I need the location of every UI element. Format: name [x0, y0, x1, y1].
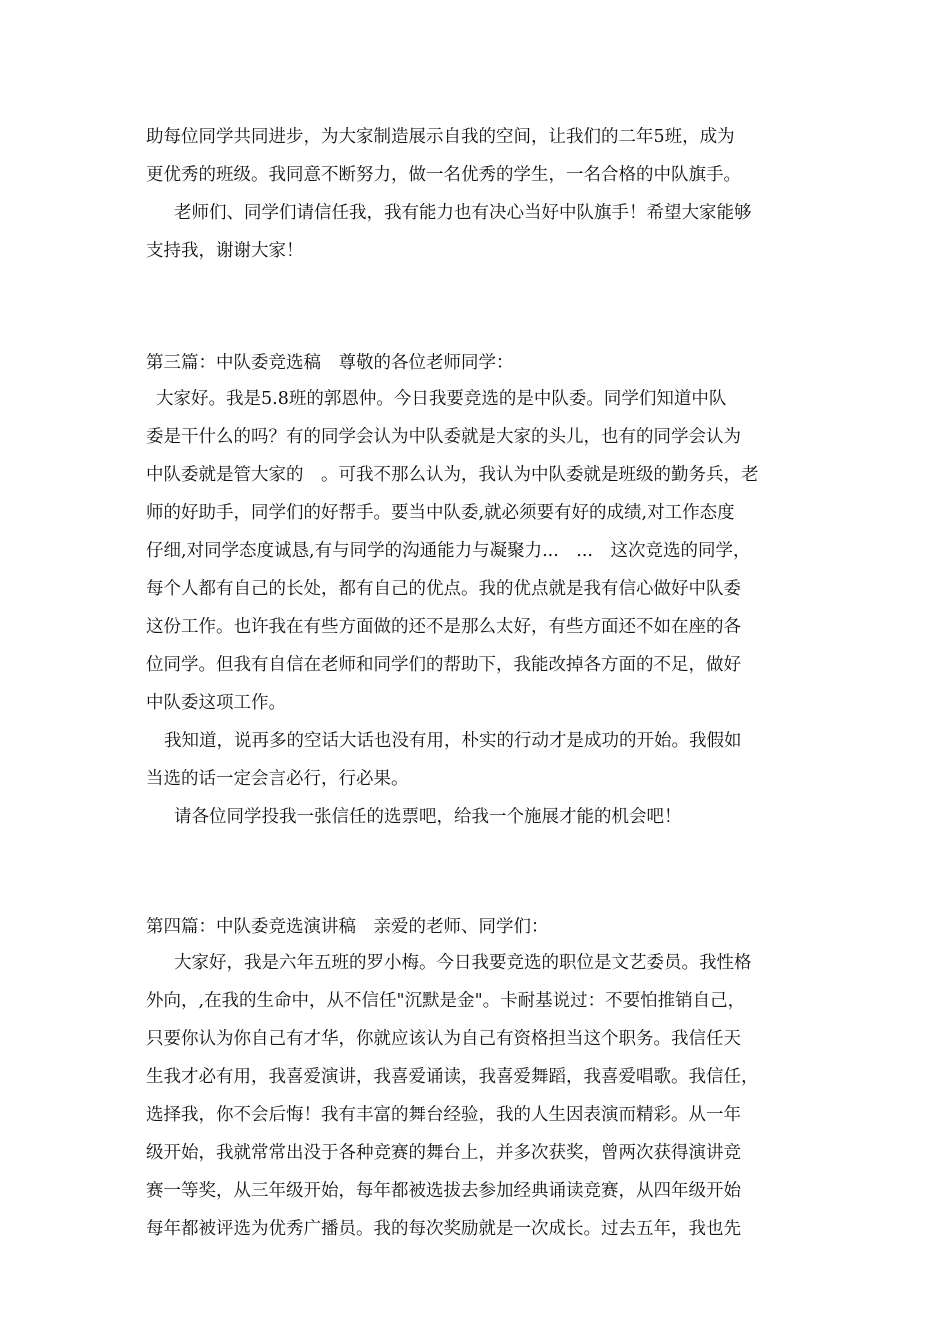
section-gap: [146, 874, 810, 910]
paragraph-line: 更优秀的班级。我同意不断努力，做一名优秀的学生，一名合格的中队旗手。: [146, 165, 741, 185]
paragraph-line: 助每位同学共同进步，为大家制造展示自我的空间，让我们的二年5班，成为: [146, 127, 735, 147]
paragraph-line: 委是干什么的吗？有的同学会认为中队委就是大家的头儿，也有的同学会认为: [146, 427, 741, 447]
paragraph-line: 每个人都有自己的长处，都有自己的优点。我的优点就是我有信心做好中队委: [146, 579, 741, 599]
paragraph-line: 每年都被评选为优秀广播员。我的每次奖励就是一次成长。过去五年，我也先: [146, 1219, 741, 1239]
paragraph-line: 中队委就是管大家的 。可我不那么认为，我认为中队委就是班级的勤务兵，老: [146, 465, 759, 485]
paragraph-line: 只要你认为你自己有才华，你就应该认为自己有资格担当这个职务。我信任天: [146, 1029, 741, 1049]
paragraph-line: 我知道，说再多的空话大话也没有用，朴实的行动才是成功的开始。我假如: [164, 731, 742, 751]
paragraph-line: 老师们、同学们请信任我，我有能力也有决心当好中队旗手！希望大家能够: [174, 203, 752, 223]
paragraph-line: 外向，,在我的生命中，从不信任"沉默是金"。卡耐基说过：不要怕推销自己，: [146, 991, 746, 1011]
paragraph-line: 大家好。我是5.8班的郭恩仲。今日我要竞选的是中队委。同学们知道中队: [156, 389, 727, 409]
paragraph-line: 生我才必有用，我喜爱演讲，我喜爱诵读，我喜爱舞蹈，我喜爱唱歌。我信任，: [146, 1067, 759, 1087]
section-heading-part4: 第四篇：中队委竞选演讲稿 亲爱的老师、同学们：: [146, 917, 549, 937]
paragraph-line: 这份工作。也许我在有些方面做的还不是那么太好，有些方面还不如在座的各: [146, 617, 741, 637]
section-gap: [146, 308, 810, 346]
paragraph-line: 请各位同学投我一张信任的选票吧，给我一个施展才能的机会吧！: [174, 807, 682, 827]
paragraph-line: 当选的话一定会言必行，行必果。: [146, 769, 409, 789]
paragraph-line: 大家好，我是六年五班的罗小梅。今日我要竞选的职位是文艺委员。我性格: [174, 953, 752, 973]
paragraph-line: 赛一等奖，从三年级开始，每年都被选拔去参加经典诵读竞赛，从四年级开始: [146, 1181, 741, 1201]
paragraph-line: 级开始，我就常常出没于各种竞赛的舞台上，并多次获奖，曾两次获得演讲竞: [146, 1143, 741, 1163]
section-gap: [146, 836, 810, 874]
document-page: [146, 118, 810, 1248]
paragraph-line: 选择我，你不会后悔！我有丰富的舞台经验，我的人生因表演而精彩。从一年: [146, 1105, 741, 1125]
paragraph-line: 中队委这项工作。: [146, 693, 286, 713]
paragraph-line: 师的好助手，同学们的好帮手。要当中队委,就必须要有好的成绩,对工作态度: [146, 503, 735, 523]
paragraph-line: 仔细,对同学态度诚恳,有与同学的沟通能力与凝聚力... ... 这次竞选的同学，: [146, 541, 751, 561]
section-heading-part3: 第三篇：中队委竞选稿 尊敬的各位老师同学：: [146, 353, 514, 373]
paragraph-line: 支持我，谢谢大家！: [146, 241, 304, 261]
paragraph-line: 位同学。但我有自信在老师和同学们的帮助下，我能改掉各方面的不足，做好: [146, 655, 741, 675]
section-gap: [146, 270, 810, 308]
